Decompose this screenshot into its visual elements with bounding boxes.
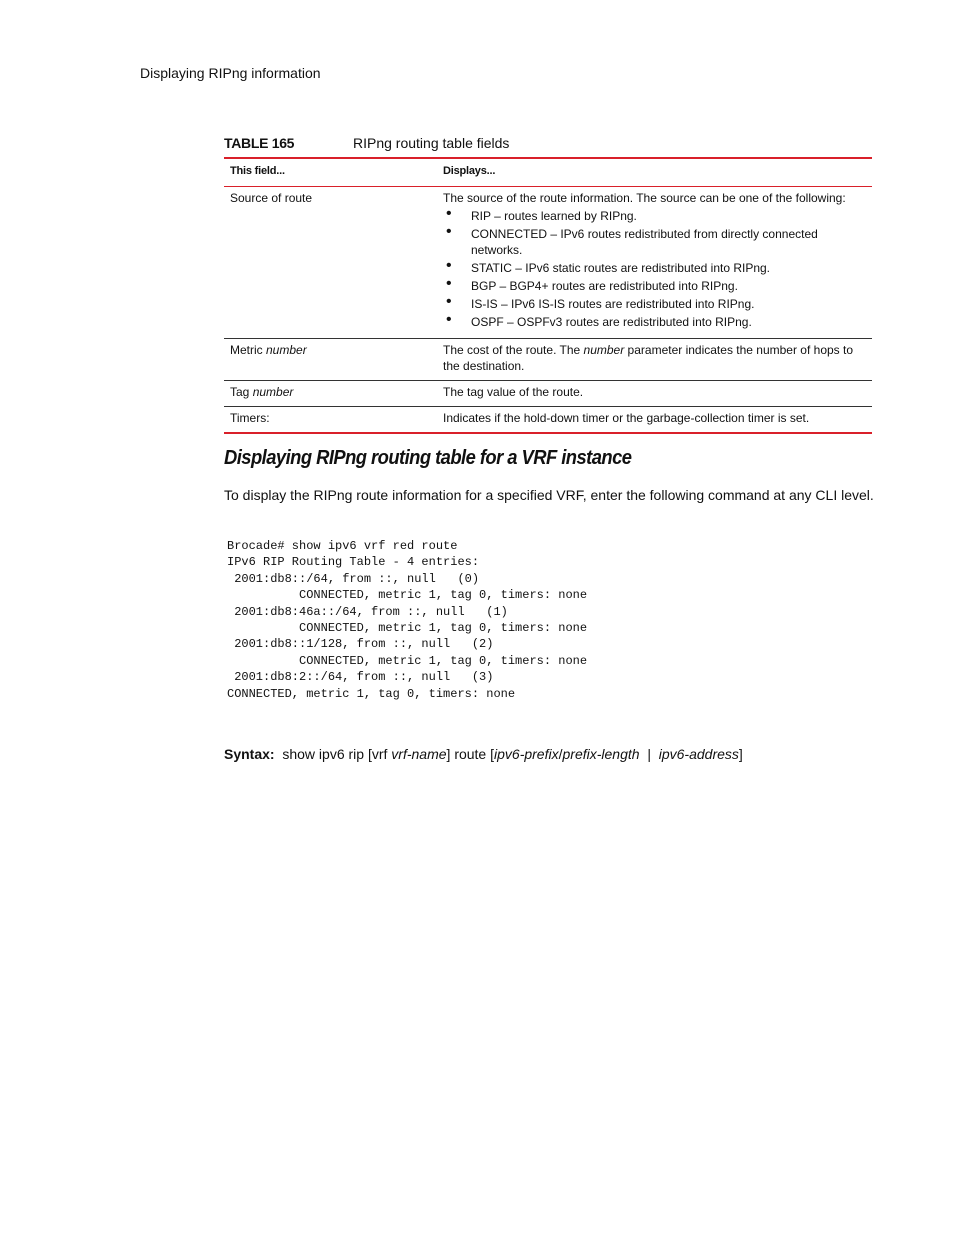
cli-output-code-block: Brocade# show ipv6 vrf red route IPv6 RIP Routing Table - 4 entries: 2001:db8::/64, from ::, null (0) CONNECTED, metric 1, tag 0, timers: none 2001:db8:46a::/64, from ::, null (1) CONNECTED, metric 1, tag 0, timers: none 2001:db8::1/128, from ::, null (2) CONNECTED, metric 1, tag 0, timers: none 2001:db8:2::/64, from ::, null (3) CONNECTED, metric 1, tag 0, timers: none (227, 539, 588, 701)
column-header-field: This field... (230, 165, 285, 177)
table-row (224, 187, 872, 339)
list-item: • OSPF – OSPFv3 routes are redistributed into RIPng. (443, 314, 866, 330)
display-cell (437, 381, 872, 407)
field-name: Tag (230, 385, 253, 399)
field-name: Timers: (230, 411, 270, 425)
field-name: Source of route (230, 191, 313, 205)
field-name: Metric (230, 343, 266, 357)
table-caption (224, 135, 872, 151)
syntax-pipe: | (647, 746, 651, 762)
syntax-label: Syntax: (224, 746, 275, 762)
list-item: • STATIC – IPv6 static routes are redistributed into RIPng. (443, 260, 866, 276)
list-item: • BGP – BGP4+ routes are redistributed into RIPng. (443, 278, 866, 294)
table-row (224, 407, 872, 434)
table-row (224, 339, 872, 381)
syntax-bracket: ] (446, 746, 451, 762)
field-cell (224, 339, 437, 381)
display-text: The tag value of the route. (443, 385, 584, 399)
field-cell (224, 187, 437, 339)
syntax-keyword-vrf: vrf (371, 746, 388, 762)
running-header: Displaying RIPng information (140, 65, 321, 81)
syntax-keyword-route: route (454, 746, 487, 762)
syntax-arg-vrf-name: vrf-name (391, 746, 447, 762)
field-cell (224, 381, 437, 407)
source-bullet-list (443, 208, 866, 330)
display-cell (437, 187, 872, 339)
field-param: number (266, 343, 307, 357)
syntax-arg-ipv6-prefix: ipv6-prefix (494, 746, 559, 762)
syntax-arg-prefix-length: prefix-length (562, 746, 640, 762)
syntax-slash: / (558, 746, 563, 762)
table-title: RIPng routing table fields (353, 135, 510, 151)
display-text-rest: parameter indicates the number of hops to the destination. (443, 343, 854, 373)
field-param: number (252, 385, 294, 399)
syntax-arg-ipv6-address: ipv6-address (658, 746, 739, 762)
list-item: • CONNECTED – IPv6 routes redistributed from directly connected networks. (443, 226, 866, 258)
ripng-fields-table (224, 157, 872, 434)
table-row (224, 381, 872, 407)
command-syntax (224, 746, 743, 762)
display-text: The cost of the route. The (443, 343, 584, 357)
display-cell (437, 339, 872, 381)
table-header-row (224, 158, 872, 187)
list-item: • IS-IS – IPv6 IS-IS routes are redistributed into RIPng. (443, 296, 866, 312)
syntax-bracket: [ (490, 746, 495, 762)
list-item: • RIP – routes learned by RIPng. (443, 208, 866, 224)
field-cell (224, 407, 437, 434)
table-number: TABLE 165 (224, 135, 295, 151)
display-cell (437, 407, 872, 434)
display-text: Indicates if the hold-down timer or the garbage-collection timer is set. (443, 411, 810, 425)
column-header-displays: Displays... (443, 165, 496, 177)
display-text: The source of the route information. The source can be one of the following: (443, 191, 846, 205)
section-heading: Displaying RIPng routing table for a VRF instance (224, 447, 632, 469)
syntax-bracket: ] (738, 746, 743, 762)
display-param: number (583, 343, 625, 357)
syntax-command: show ipv6 rip [ (282, 746, 372, 762)
body-paragraph: To display the RIPng route information for a specified VRF, enter the following command at any CLI level. (224, 487, 874, 503)
